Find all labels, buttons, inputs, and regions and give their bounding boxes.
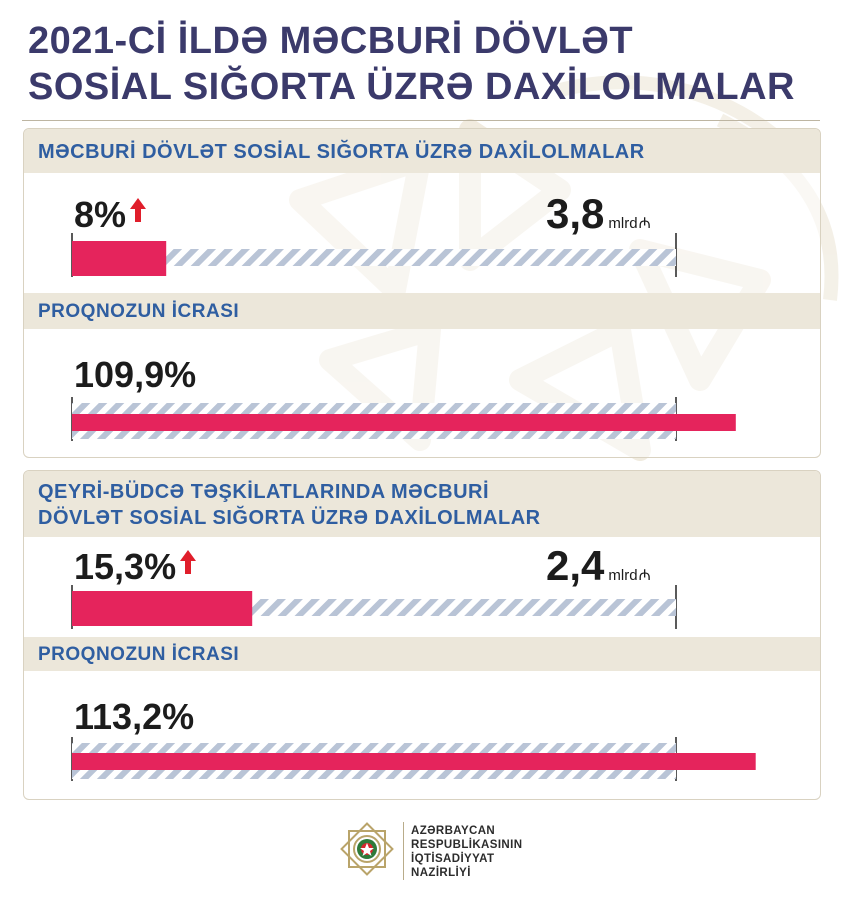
card-extra-budgetary-insurance — [23, 470, 821, 800]
ministry-name-line: NAZİRLİYİ — [411, 867, 471, 879]
growth-bar — [72, 591, 252, 626]
manat-icon: ₼ — [638, 215, 651, 232]
ministry-name-line: İQTİSADİYYAT — [411, 853, 495, 865]
ministry-emblem-icon — [338, 820, 396, 878]
amount-value: 2,4 — [546, 542, 605, 589]
manat-icon: ₼ — [638, 567, 651, 584]
execution-header-band — [24, 637, 820, 671]
section-title: MƏCBURİ DÖVLƏT SOSİAL SIĞORTA ÜZRƏ DAXİLOLMALAR — [38, 141, 645, 163]
execution-percent-label: 113,2% — [74, 696, 195, 737]
execution-title: PROQNOZUN İCRASI — [38, 644, 240, 665]
growth-value: 15,3% — [74, 546, 177, 587]
footer-divider — [403, 822, 404, 880]
ministry-name — [411, 824, 522, 880]
ministry-name-line: RESPUBLİKASININ — [411, 839, 523, 851]
growth-bar-chart — [24, 229, 820, 289]
title-divider — [22, 120, 820, 121]
section-header-band — [24, 471, 820, 537]
execution-percent-label: 109,9% — [74, 354, 197, 395]
title-line-2: SOSİAL SIĞORTA ÜZRƏ DAXİLOLMALAR — [28, 66, 795, 108]
section-title — [38, 479, 541, 531]
up-arrow-icon — [179, 549, 197, 575]
ministry-name-line: AZƏRBAYCAN — [411, 825, 496, 837]
growth-bar-chart — [24, 581, 820, 641]
title-line-1: 2021-Cİ İLDƏ MƏCBURİ DÖVLƏT — [28, 20, 634, 62]
execution-bar-chart — [24, 733, 820, 793]
card-state-social-insurance — [23, 128, 821, 458]
execution-bar — [72, 753, 756, 770]
execution-title: PROQNOZUN İCRASI — [38, 301, 240, 322]
section-header-band — [24, 129, 820, 173]
amount-unit: mlrd — [608, 567, 638, 584]
growth-value: 8% — [74, 194, 127, 235]
execution-bar — [72, 414, 736, 431]
execution-bar-chart — [24, 393, 820, 453]
amount-unit: mlrd — [608, 215, 638, 232]
section-title-line-1: QEYRİ-BÜDCƏ TƏŞKİLATLARINDA MƏCBURİ — [38, 481, 490, 503]
execution-header-band — [24, 293, 820, 329]
growth-bar — [72, 241, 166, 276]
section-title-line-2: DÖVLƏT SOSİAL SIĞORTA ÜZRƏ DAXİLOLMALAR — [38, 507, 541, 529]
amount-value: 3,8 — [546, 190, 605, 237]
page-title — [28, 18, 795, 110]
up-arrow-icon — [129, 197, 147, 223]
